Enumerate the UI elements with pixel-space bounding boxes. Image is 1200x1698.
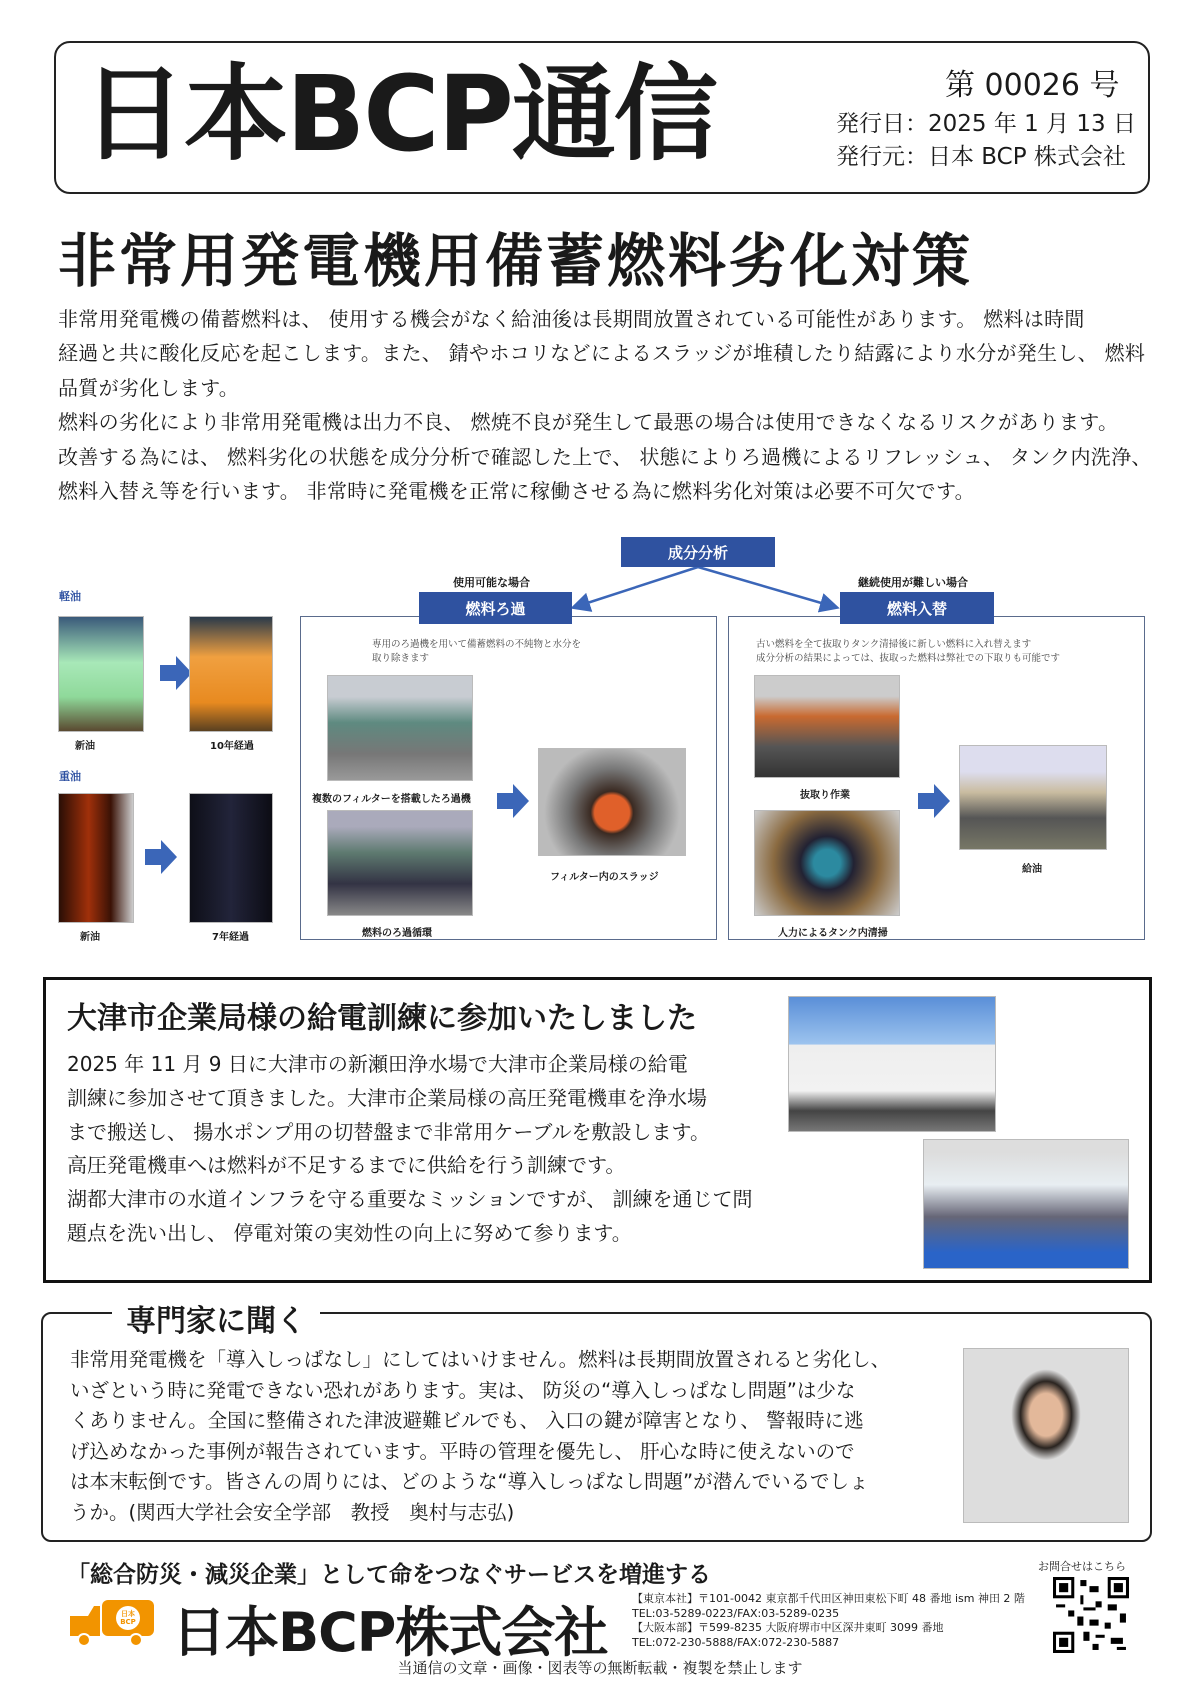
body-line: 2025 年 11 月 9 日に大津市の新瀬田浄水場で大津市企業局様の給電 <box>67 1052 688 1076</box>
svg-text:BCP: BCP <box>120 1618 136 1626</box>
photo-new-heavy-oil <box>58 793 134 923</box>
box-filtration: 燃料ろ過 <box>419 592 572 624</box>
body-line: 燃料入替え等を行います。 非常時に発電機を正常に稼働させる為に燃料劣化対策は必要不可欠です。 <box>58 479 975 504</box>
caption: 7年経過 <box>212 932 249 943</box>
address-line: 【大阪本部】〒599-8235 大阪府堺市中区深井東町 3099 番地 <box>632 1621 944 1634</box>
body-line: 改善する為には、 燃料劣化の状態を成分分析で確認した上で、 状態によりろ過機によるリフレッシュ、 タンク内洗浄、 <box>58 444 1152 469</box>
caption: 燃料のろ過循環 <box>362 928 432 939</box>
replacement-desc: 古い燃料を全て抜取りタンク清掃後に新しい燃料に入れ替えます 成分分析の結果によっては、抜取った燃料は弊社での下取りも可能です <box>756 639 1061 664</box>
box-analysis: 成分分析 <box>621 537 775 567</box>
body-line: いざという時に発電できない恐れがあります。実は、 防災の“導入しっぱなし問題”は少な <box>70 1378 856 1402</box>
body-line: 高圧発電機車へは燃料が不足するまでに供給を行う訓練です。 <box>67 1153 626 1178</box>
issue-publisher: 発行元：日本 BCP 株式会社 <box>836 144 1126 170</box>
body-line: 燃料の劣化により非常用発電機は出力不良、 燃焼不良が発生して最悪の場合は使用できなくなるリスクがあります。 <box>58 410 1119 435</box>
photo-tank-cleaning <box>754 810 900 916</box>
body-line: 題点を洗い出し、 停電対策の実効性の向上に努めて参ります。 <box>67 1220 632 1245</box>
truck-logo-icon <box>66 1598 162 1648</box>
photo-sludge <box>538 748 686 856</box>
body-line: 湖都大津市の水道インフラを守る重要なミッションですが、 訓練を通じて問 <box>67 1187 753 1212</box>
filtration-desc: 専用のろ過機を用いて備蓄燃料の不純物と水分を 取り除きます <box>372 639 582 664</box>
company-slogan: 「総合防災・減災企業」として命をつなぐサービスを増進する <box>67 1562 711 1588</box>
arrow-right-icon <box>918 784 950 818</box>
photo-training-site <box>923 1139 1129 1269</box>
photo-professor <box>963 1348 1129 1523</box>
body-line: 非常用発電機を「導入しっぱなし」にしてはいけません。燃料は長期間放置されると劣化し、 <box>70 1348 891 1371</box>
photo-extraction <box>754 675 900 778</box>
caption: フィルター内のスラッジ <box>550 872 659 883</box>
qr-code[interactable] <box>1053 1577 1129 1653</box>
caption: 10年経過 <box>210 741 254 752</box>
masthead-title: 日本BCP通信 <box>82 53 716 175</box>
body-line: まで搬送し、 揚水ポンプ用の切替盤まで非常用ケーブルを敷設します。 <box>67 1119 710 1144</box>
training-body <box>67 1048 753 1251</box>
body-line: 経過と共に酸化反応を起こします。また、 錆やホコリなどによるスラッジが堆積したり結露により水分が発生し、 燃料 <box>58 341 1146 366</box>
photo-circulation <box>327 810 473 916</box>
company-address <box>632 1592 1025 1650</box>
arrow-right-icon <box>497 784 529 818</box>
address-line: TEL:072-230-5888/FAX:072-230-5887 <box>632 1635 840 1649</box>
photo-aged-heavy-oil <box>189 793 273 923</box>
box-replacement: 燃料入替 <box>840 592 994 624</box>
body-line: は本末転倒です。皆さんの周りには、どのような“導入しっぱなし問題”が潜んでいるでしょ <box>70 1470 869 1493</box>
photo-filter-machine <box>327 675 473 781</box>
caption: 複数のフィルターを搭載したろ過機 <box>312 794 471 805</box>
body-line: げ込めなかった事例が報告されています。平時の管理を優先し、 肝心な時に使えないので <box>70 1439 855 1463</box>
photo-generator-truck <box>788 996 996 1132</box>
training-heading: 大津市企業局様の給電訓練に参加いたしました <box>67 1001 697 1036</box>
caption: 給油 <box>1022 864 1042 875</box>
svg-text:日本: 日本 <box>121 1610 135 1618</box>
arrow-right-icon <box>145 840 177 874</box>
contact-label: お問合せはこちら <box>1038 1560 1126 1573</box>
expert-body <box>70 1345 890 1528</box>
body-line: 品質が劣化します。 <box>58 375 240 400</box>
caption: 新油 <box>80 932 100 943</box>
expert-title: 専門家に聞く <box>112 1296 320 1340</box>
caption: 抜取り作業 <box>800 790 850 801</box>
body-line: うか。(関西大学社会安全学部 教授 奥村与志弘) <box>70 1500 515 1524</box>
connector-arrows <box>0 0 1200 700</box>
label-difficult: 継続使用が難しい場合 <box>858 576 968 589</box>
label-light-oil: 軽油 <box>59 590 81 603</box>
body-line: 非常用発電機の備蓄燃料は、 使用する機会がなく給油後は長期間放置されている可能性があります。 燃料は時間 <box>58 307 1085 331</box>
body-line: くありません。全国に整備された津波避難ビルでも、 入口の鍵が障害となり、 警報時に逃 <box>70 1409 864 1432</box>
article-headline: 非常用発電機用備蓄燃料劣化対策 <box>58 227 974 295</box>
caption: 新油 <box>75 741 95 752</box>
copyright-notice: 当通信の文章・画像・図表等の無断転載・複製を禁止します <box>397 1659 803 1677</box>
company-name: 日本BCP株式会社 <box>172 1601 608 1664</box>
body-line: 訓練に参加させて頂きました。大津市企業局様の高圧発電機車を浄水場 <box>67 1085 707 1110</box>
caption: 人力によるタンク内清掃 <box>778 928 888 939</box>
photo-refueling <box>959 745 1107 850</box>
label-usable: 使用可能な場合 <box>453 576 530 589</box>
address-line: TEL:03-5289-0223/FAX:03-5289-0235 <box>632 1606 840 1620</box>
issue-number: 第 00026 号 <box>945 68 1120 103</box>
issue-date: 発行日：2025 年 1 月 13 日 <box>836 111 1136 137</box>
label-heavy-oil: 重油 <box>59 770 81 783</box>
address-line: 【東京本社】〒101-0042 東京都千代田区神田東松下町 48 番地 ism 神田 2 階 <box>632 1592 1025 1605</box>
